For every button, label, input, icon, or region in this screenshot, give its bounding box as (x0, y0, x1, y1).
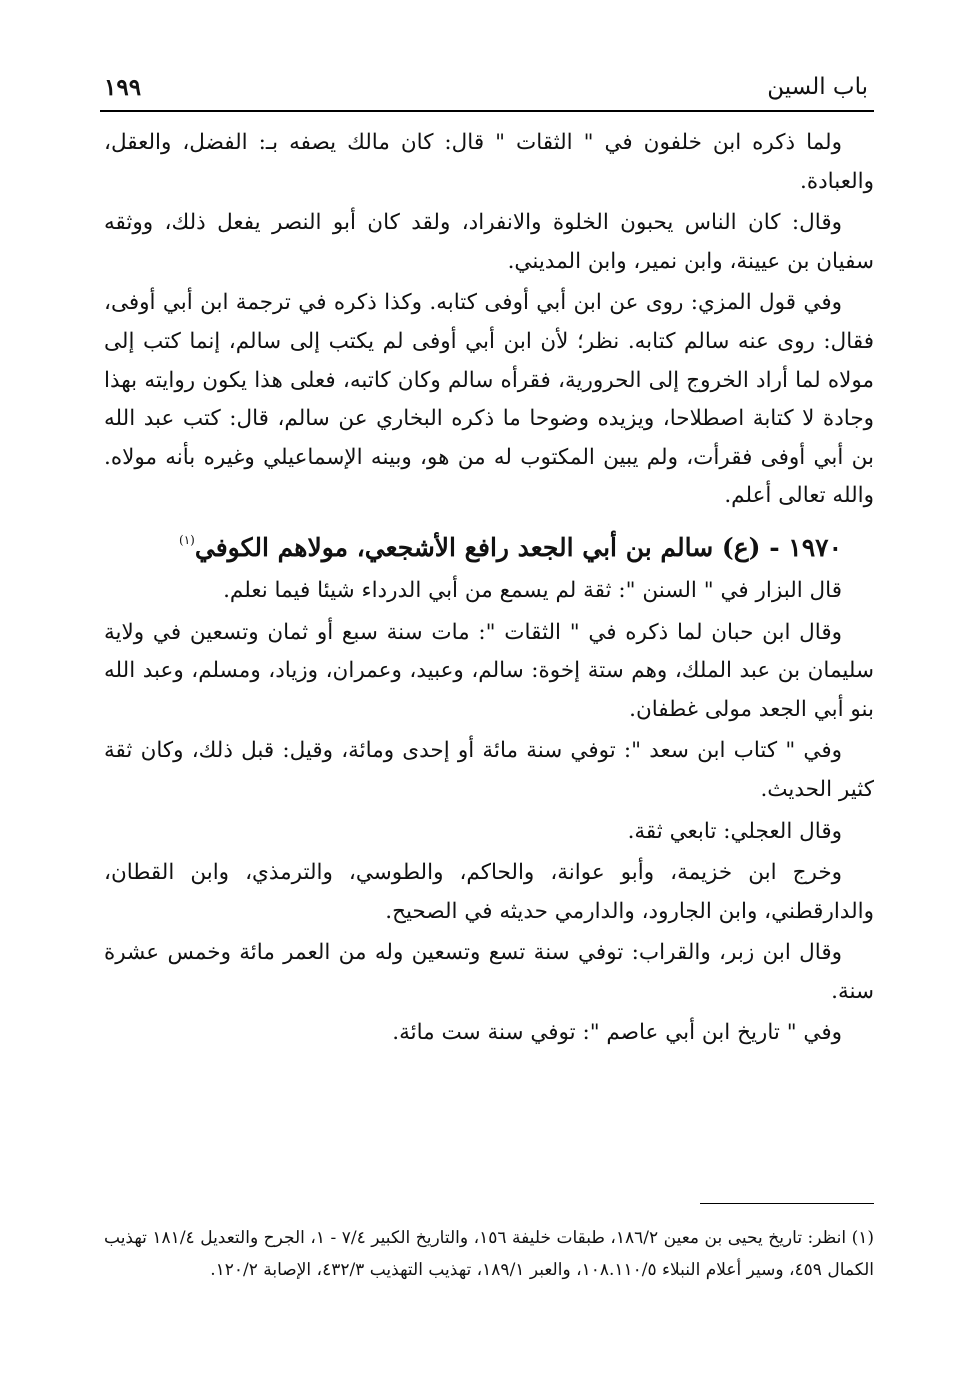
entry-heading (104, 520, 874, 568)
page-header (100, 68, 874, 112)
paragraph: وفي " كتاب ابن سعد ": توفي سنة مائة أو إحدى ومائة، وقيل: قبل ذلك، وكان ثقة كثير الحديث. (104, 738, 874, 802)
main-text (104, 124, 874, 1056)
page-number: ١٩٩ (104, 74, 142, 101)
paragraph: وفي " تاريخ ابن أبي عاصم ": توفي سنة ست مائة. (392, 1020, 842, 1046)
paragraph: ولما ذكره ابن خلفون في " الثقات " قال: كان مالك يصفه بـ: الفضل، والعقل، والعبادة. (104, 130, 874, 194)
footnote-marker: (١) (179, 532, 195, 547)
paragraph: قال البزار في " السنن ": ثقة لم يسمع من أبي الدرداء شيئا فيما نعلم. (223, 577, 842, 603)
paragraph: وقال: كان الناس يحبون الخلوة والانفراد، ولقد كان أبو النصر يفعل ذلك، ووثقه سفيان بن عيينة، وابن نمير، وابن المديني. (104, 210, 874, 274)
footnote: (١) انظر: تاريخ يحيى بن معين ١٨٦/٢، طبقات خليفة ١٥٦، والتاريخ الكبير ٧/٤ - ١، الجرح والتعديل ١٨١/٤ تهذيب الكمال ٤٥٩، وسير أعلام النبلاء ١٠٨.١١٠/٥، والعبر ١٨٩/١، تهذيب التهذيب ٤٣٢/٣، الإصابة ١٢٠/٢. (104, 1228, 874, 1280)
paragraph: وقال ابن زبر، والقراب: توفي سنة تسع وتسعين وله من العمر مائة وخمس عشرة سنة. (104, 940, 874, 1004)
footnote-separator (700, 1203, 874, 1204)
paragraph: وقال ابن حبان لما ذكره في " الثقات ": مات سنة سبع أو ثمان وتسعين في ولاية سليمان بن عبد الملك، وهم ستة إخوة: سالم، وعبيد، وعمران، وزياد، ومسلم، وعبد الله بنو أبي الجعد مولى غطفان. (104, 619, 874, 722)
paragraph: وفي قول المزي: روى عن ابن أبي أوفى كتابه. وكذا ذكره في ترجمة ابن أبي أوفى، فقال: روى عنه سالم كتابه. نظر؛ لأن ابن أبي أوفى لم يكتب إلى سالم، إنما كتب إلى مولاه لما أراد الخروج إلى الحرورية، فقرأه سالم وكان كاتبه، فعلى هذا يكون روايته بهذا وجادة لا كتابة اصطلاحا، ويزيده وضوحا ما ذكره البخاري عن سالم، قال: كتب عبد الله بن أبي أوفى فقرأت، ولم يبين المكتوب له من هو، وبينه الإسماعيلي وغيره بأنه مولاه. والله تعالى أعلم. (104, 290, 874, 509)
entry-title: ١٩٧٠ - (ع) سالم بن أبي الجعد رافع الأشجعي، مولاهم الكوفي (194, 532, 842, 562)
paragraph: وقال العجلي: تابعي ثقة. (627, 818, 842, 844)
running-title: باب السين (767, 74, 868, 100)
paragraph: وخرج ابن خزيمة، وأبو عوانة، والحاكم، والطوسي، والترمذي، وابن القطان، والدارقطني، وابن الجارود، والدارمي حديثه في الصحيح. (104, 860, 874, 924)
